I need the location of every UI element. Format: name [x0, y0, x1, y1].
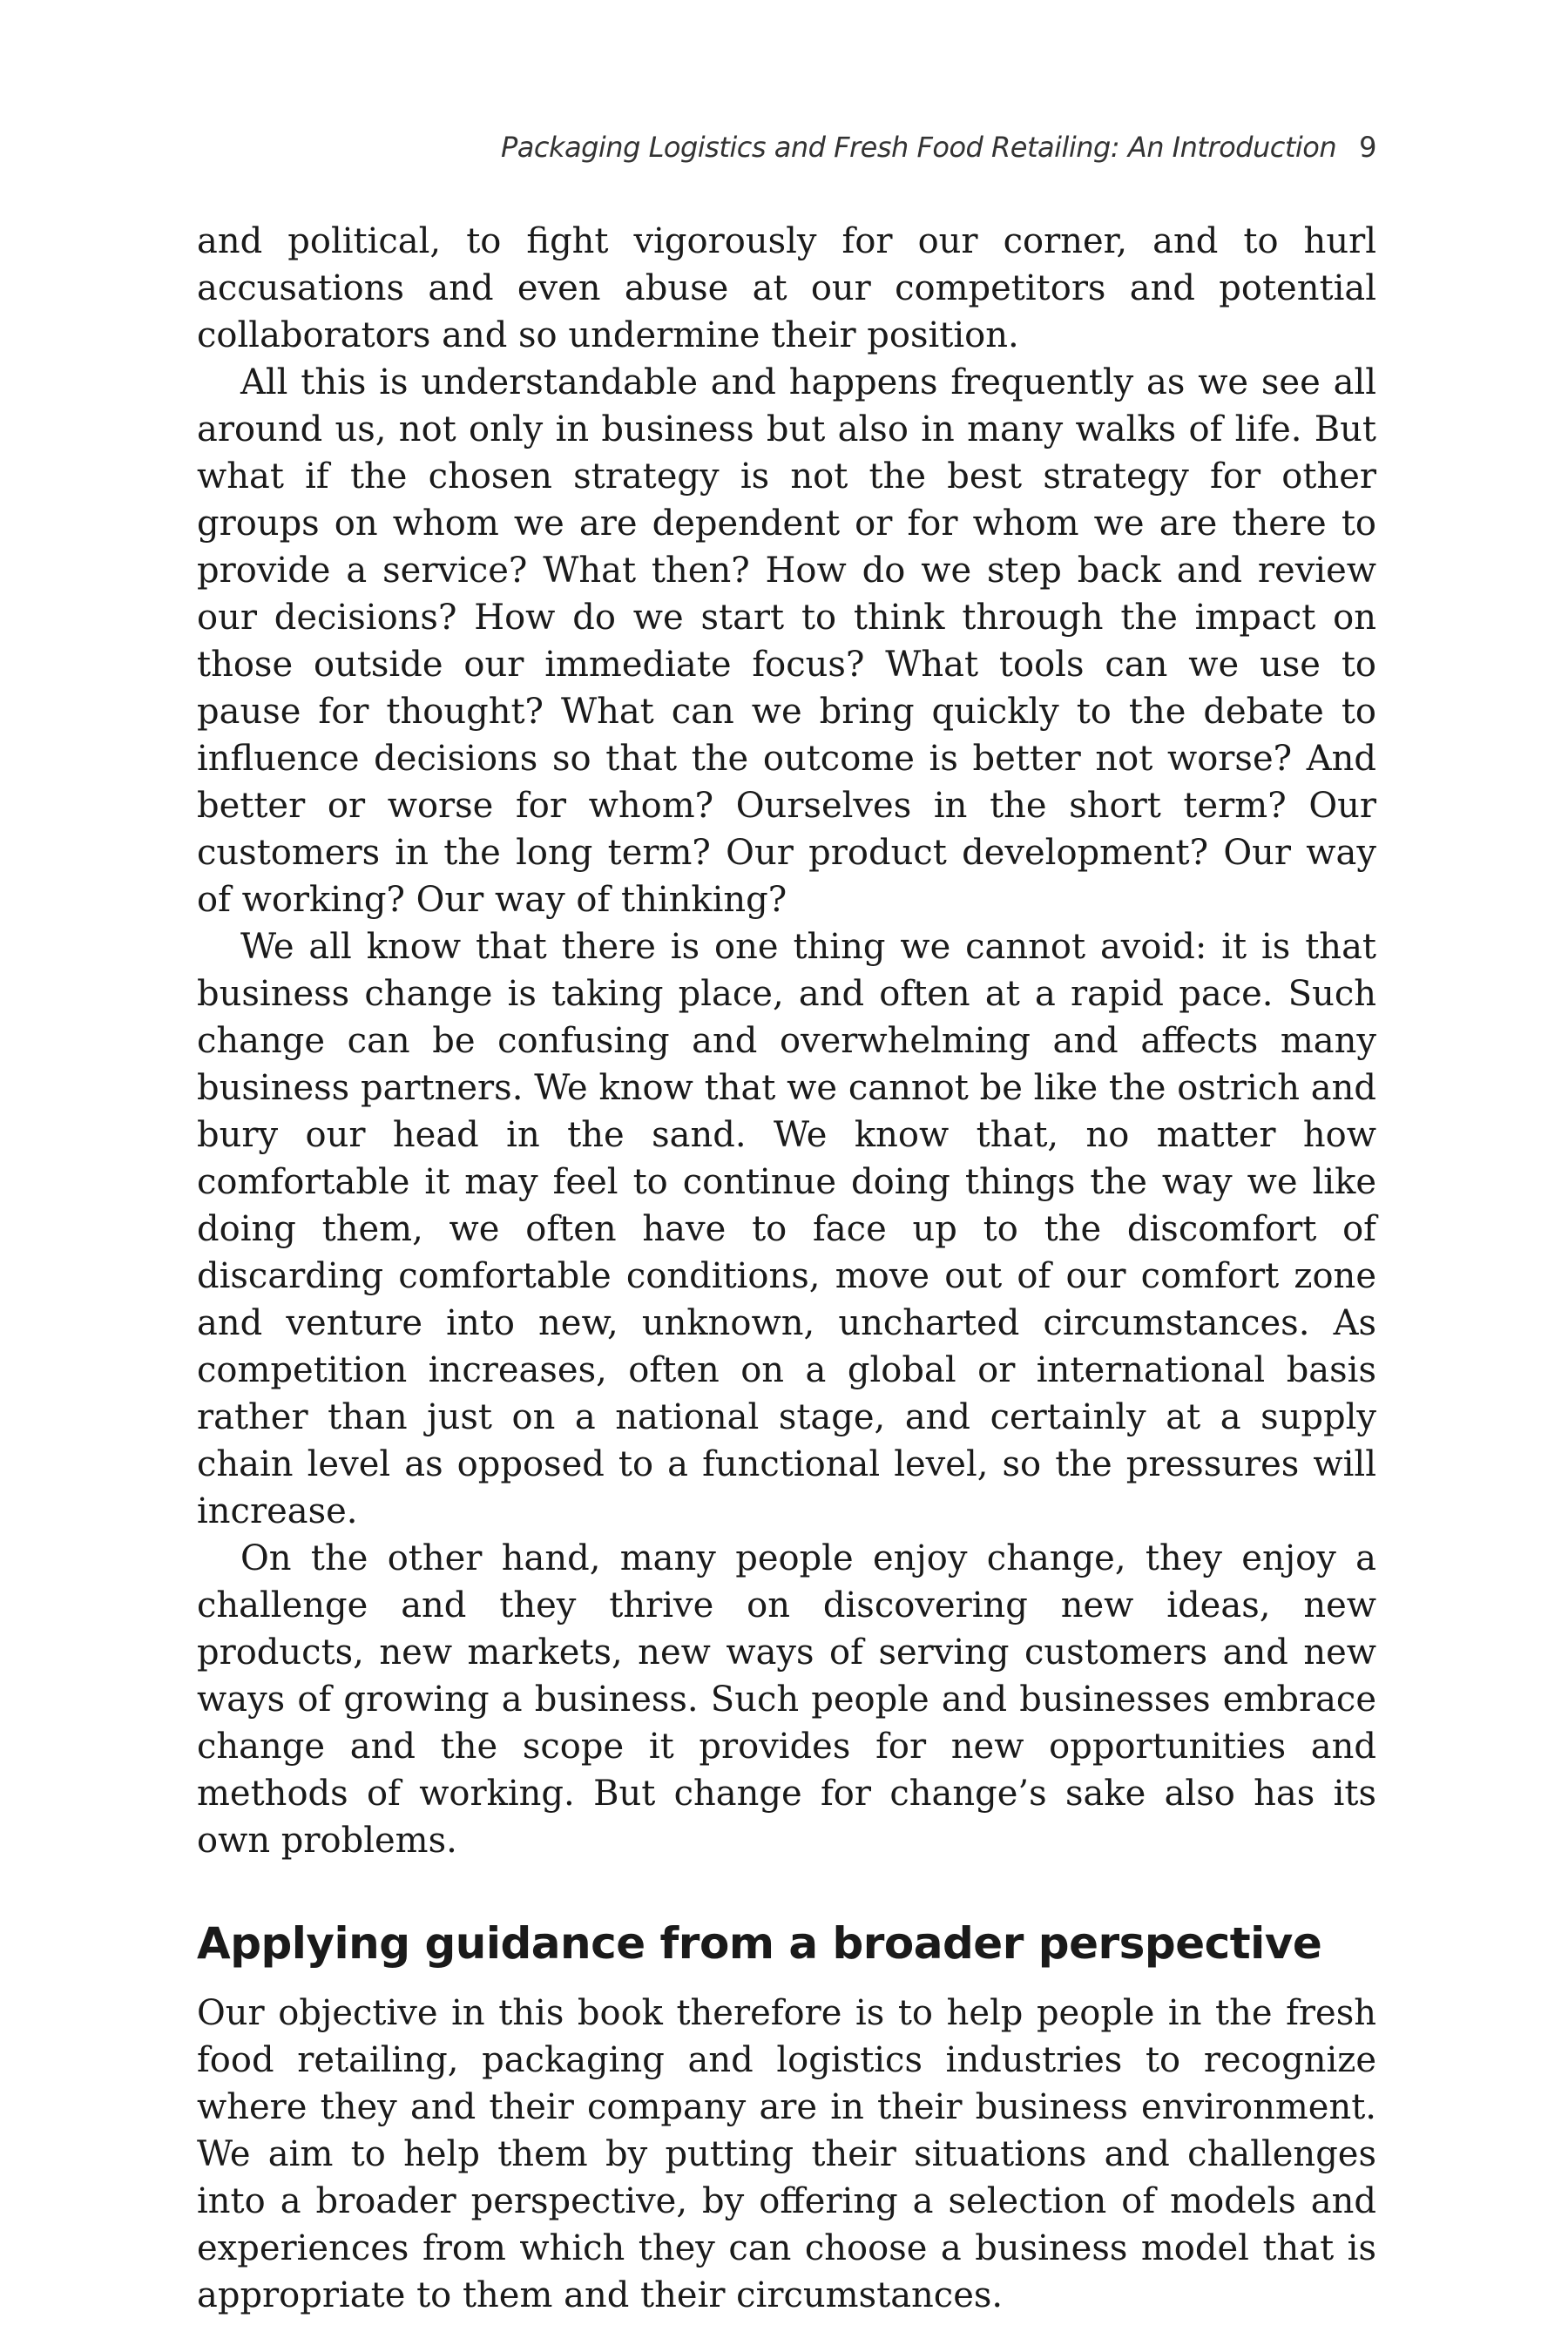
section-heading: Applying guidance from a broader perspective	[197, 1918, 1322, 1969]
running-head	[197, 131, 1376, 164]
running-head-title: Packaging Logistics and Fresh Food Retailing: An Introduction	[500, 131, 1337, 164]
paragraph-continued: and political, to fight vigorously for our corner, and to hurl accusations and even abuse at our competitors and potential collaborators and so undermine their position.	[197, 221, 1376, 355]
paragraph: On the other hand, many people enjoy change, they enjoy a challenge and they thrive on discovering new ideas, new products, new markets, new ways of serving customers and new ways of growing a business. Such people and businesses embrace change and the scope it provides for new opportunities and methods of working. But change for change’s sake also has its own problems.	[197, 1538, 1376, 1861]
page-number: 9	[1359, 131, 1376, 164]
paragraph: We all know that there is one thing we cannot avoid: it is that business change is taking place, and often at a rapid pace. Such change can be confusing and overwhelming and affects many business partners. We know that we cannot be like the ostrich and bury our head in the sand. We know that, no matter how comfortable it may feel to continue doing things the way we like doing them, we often have to face up to the discomfort of discarding comfortable conditions, move out of our comfort zone and venture into new, unknown, uncharted circumstances. As competition increases, often on a global or international basis rather than just on a national stage, and certainly at a supply chain level as opposed to a functional level, so the pressures will increase.	[197, 927, 1376, 1531]
paragraph: All this is understandable and happens frequently as we see all around us, not only in business but also in many walks of life. But what if the chosen strategy is not the best strategy for other groups on whom we are dependent or for whom we are there to provide a service? What then? How do we step back and review our decisions? How do we start to think through the impact on those outside our immediate focus? What tools can we use to pause for thought? What can we bring quickly to the debate to influence decisions so that the outcome is better not worse? And better or worse for whom? Ourselves in the short term? Our customers in the long term? Our product development? Our way of working? Our way of thinking?	[197, 362, 1376, 920]
section-paragraph: Our objective in this book therefore is to help people in the fresh food retailing, packaging and logistics industries to recognize where they and their company are in their business environment. We aim to help them by putting their situations and challenges into a broader perspective, by offering a selection of models and experiences from which they can choose a business model that is appropriate to them and their circumstances.	[197, 1993, 1376, 2315]
body-text	[197, 218, 1376, 2319]
